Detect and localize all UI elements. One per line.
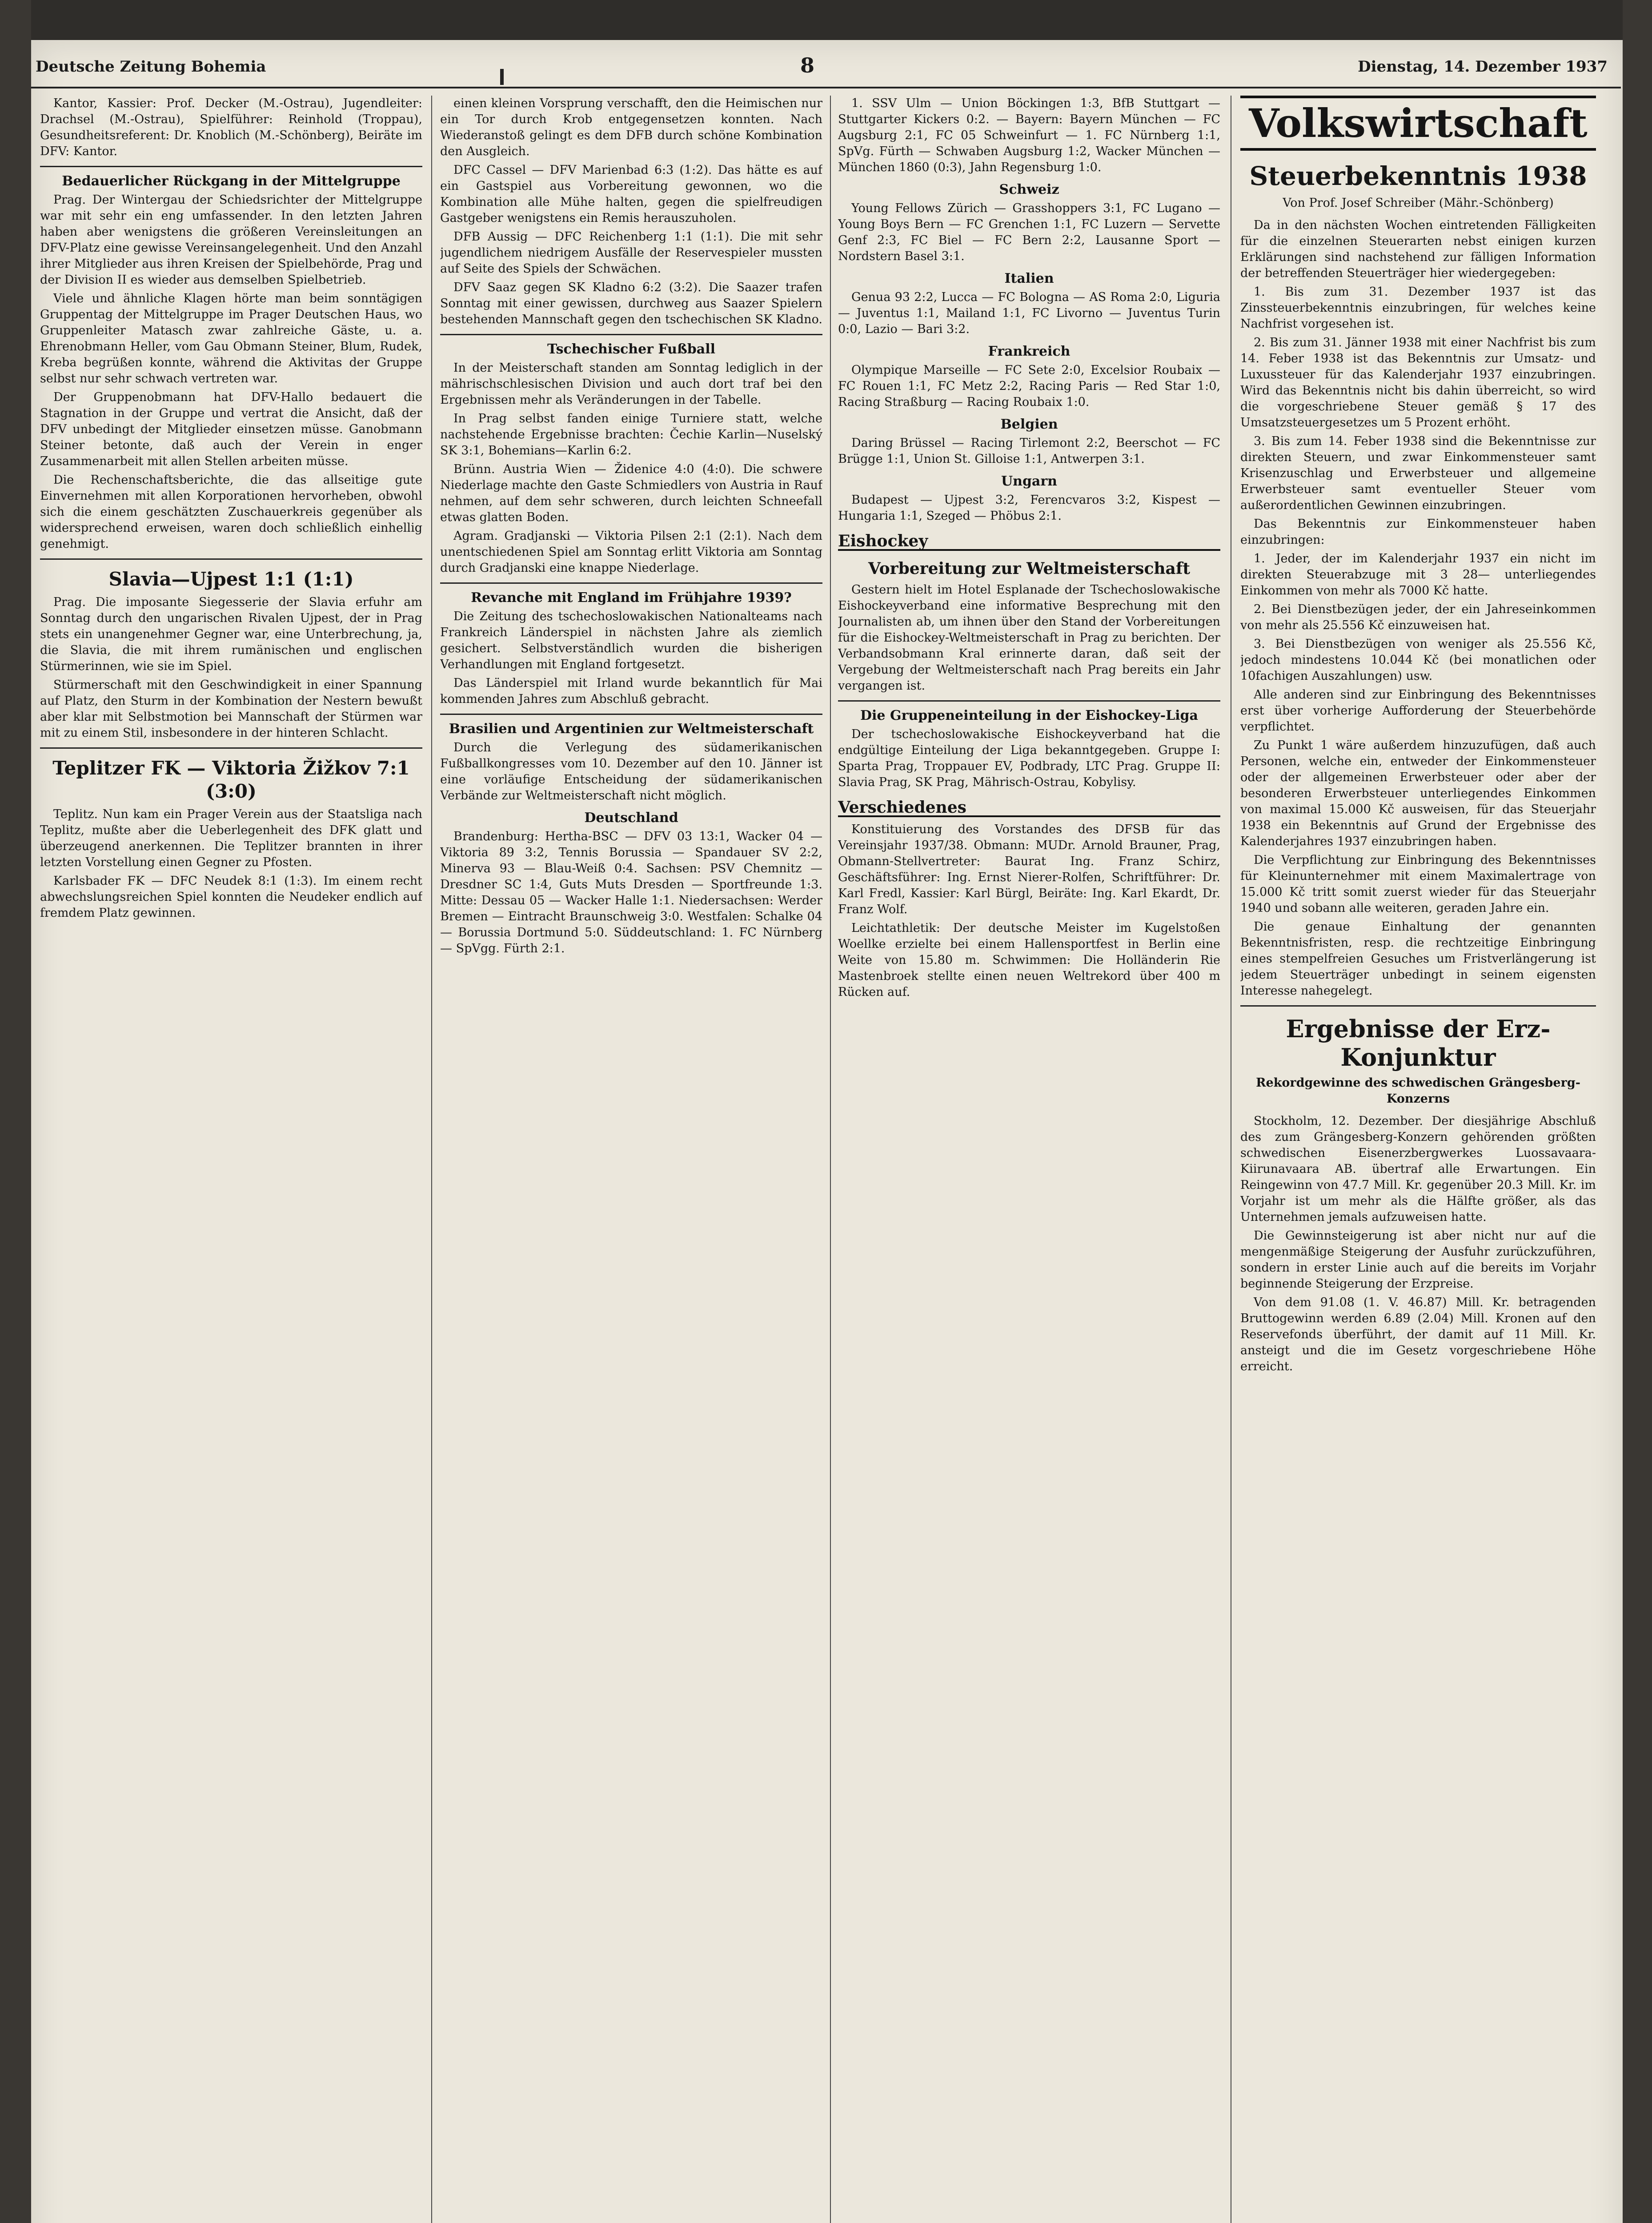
article-paragraph: In der Meisterschaft standen am Sonntag lediglich in der mährischschlesischen Division und auch dort traf bei den Ergebnissen mehr als Veränderungen in der Tabelle. [440, 361, 822, 407]
article-heading: Revanche mit England im Frühjahre 1939? [471, 590, 792, 606]
article-paragraph: DFB Aussig — DFC Reichenberg 1:1 (1:1). Die mit sehr jugendlichem niedrigem Ausfälle der Reservespieler mussten auf Seite des Spiels der Schwächen. [440, 230, 822, 276]
article-paragraph: Das Länderspiel mit Irland wurde bekanntlich für Mai kommenden Jahres zum Abschluß gebracht. [440, 676, 822, 706]
article-paragraph: Die Rechenschaftsberichte, die das allseitige gute Einvernehmen mit allen Korporationen hervorheben, obwohl sich die einem geschätzten Zuschauerkreis gegenüber als widersprechend erweisen, waren doch schließlich einhellig genehmigt. [40, 473, 422, 551]
article-paragraph: Karlsbader FK — DFC Neudek 8:1 (1:3). Im einem recht abwechslungsreichen Spiel konnten die Neudeker endlich auf fremdem Platz gewinnen. [40, 874, 422, 920]
article-paragraph: Olympique Marseille — FC Sete 2:0, Excelsior Roubaix — FC Rouen 1:1, FC Metz 2:2, Racing Paris — Red Star 1:0, Racing Straßburg — Racing Roubaix 1:0. [838, 363, 1220, 409]
article-paragraph: 3. Bis zum 14. Feber 1938 sind die Bekenntnisse zur direkten Steuern, und zwar Einkommensteuer samt Krisenzuschlag und Erwerbsteuer und allgemeine Erwerbsteuer samt eventueller Steuer vom außerordentlichen Gewinnen einzubringen. [1240, 434, 1596, 512]
article-paragraph: Die Verpflichtung zur Einbringung des Bekenntnisses für Kleinunternehmer mit einem Maximalertrage von 15.000 Kč tritt somit zuerst wieder für das Steuerjahr 1940 und sobann alle weiteren, geraden Jahre ein. [1240, 853, 1596, 915]
article-paragraph: Durch die Verlegung des südamerikanischen Fußballkongresses vom 10. Dezember auf den 10. Jänner ist eine vorläufige Entscheidung der südamerikanischen Verbände zur Weltmeisterschaft nicht möglich. [440, 741, 822, 803]
separator [1240, 1005, 1596, 1007]
article-subheading: Rekordgewinne des schwedischen Grängesberg-Konzerns [1256, 1076, 1580, 1106]
article-paragraph: 2. Bei Dienstbezügen jeder, der ein Jahreseinkommen von mehr als 25.556 Kč einzuweisen hat. [1240, 602, 1596, 632]
article-paragraph: In Prag selbst fanden einige Turniere statt, welche nachstehende Ergebnisse brachten: Čechie Karlin—Nuselský SK 3:1, Bohemians—Karlin 6:2. [440, 412, 822, 457]
article-paragraph: Konstituierung des Vorstandes des DFSB für das Vereinsjahr 1937/38. Obmann: MUDr. Arnold Brauner, Prag, Obmann-Stellvertreter: Baurat Ing. Franz Schirz, Geschäftsführer: Ing. Ernst Nierer-Rolfen, Schriftführer: Dr. Karl Fredl, Kassier: Karl Bürgl, Beiräte: Ing. Karl Ekardt, Dr. Franz Wolf. [838, 823, 1220, 916]
column-4 [1240, 96, 1596, 2223]
article-paragraph: Alle anderen sind zur Einbringung des Bekenntnisses erst über vorherige Aufforderung der Steuerbehörde verpflichtet. [1240, 688, 1596, 734]
article-heading: Teplitzer FK — Viktoria Žižkov 7:1 (3:0) [52, 757, 410, 802]
section-masthead: Volkswirtschaft [1240, 96, 1596, 151]
article-paragraph: Stürmerschaft mit den Geschwindigkeit in einer Spannung auf Platz, den Sturm in der Kombination der Nestern bewußt aber klar mit Selbstmotion bei Mannschaft der Stürmen war mit zu einem Stil, insbesondere in der hinteren Schlacht. [40, 678, 422, 740]
article-paragraph: Brandenburg: Hertha-BSC — DFV 03 13:1, Wacker 04 — Viktoria 89 3:2, Tennis Borussia — Spandauer SV 2:2, Minerva 93 — Blau-Weiß 0:4. Sachsen: PSV Chemnitz — Dresdner SC 1:4, Guts Muts Dresden — Sportfreunde 1:3. Mitte: Dessau 05 — Wacker Halle 1:1. Niedersachsen: Werder Bremen — Eintracht Braunschweig 3:0. Westfalen: Schalke 04 — Borussia Dortmund 5:0. Süddeutschland: 1. FC Nürnberg — SpVgg. Fürth 2:1. [440, 830, 822, 955]
article-paragraph: 3. Bei Dienstbezügen von weniger als 25.556 Kč, jedoch mindestens 10.044 Kč (bei monatlichen oder 10fachigen Auszahlungen) usw. [1240, 637, 1596, 683]
article-paragraph: Der Gruppenobmann hat DFV-Hallo bedauert die Stagnation in der Gruppe und vertrat die Ansicht, daß der DFV unbedingt der Mitglieder einsetzen müsse. Ganobmann Steiner betonte, daß auch der Verein in enger Zusammenarbeit mit allen Stellen arbeiten müsse. [40, 390, 422, 468]
article-paragraph: Budapest — Ujpest 3:2, Ferencvaros 3:2, Kispest — Hungaria 1:1, Szeged — Phöbus 2:1. [838, 493, 1220, 523]
article-paragraph: Von dem 91.08 (1. V. 46.87) Mill. Kr. betragenden Bruttogewinn werden 6.89 (2.04) Mill. Kronen auf den Reservefonds überführt, der damit auf 11 Mill. Kr. ansteigt und die im Gesetz vorgeschriebene Höhe erreicht. [1240, 1296, 1596, 1373]
article-paragraph: Die Zeitung des tschechoslowakischen Nationalteams nach Frankreich Länderspiel in nächsten Jahre als ziemlich gesichert. Selbstverständlich wurden die bisherigen Verhandlungen mit England fortgesetzt. [440, 610, 822, 671]
article-paragraph: 1. Bis zum 31. Dezember 1937 ist das Zinssteuerbekenntnis einzubringen, für welches keine Nachfrist vorgesehen ist. [1240, 285, 1596, 331]
article-paragraph: Prag. Der Wintergau der Schiedsrichter der Mittelgruppe war mit sehr ein eng umfassender. In den letzten Jahren haben aber wenigstens die größeren Vereinsleitungen an DFV-Platz eine gewisse Vereinsangelegenheit. Und den Anzahl ihrer Mitglieder aus ihren Kreisen der Spielbehörde, Prag und der Division II es wieder aus demselben Spielbetrieb. [40, 193, 422, 287]
article-heading: Italien [1004, 271, 1054, 286]
section-heading: Eishockey [838, 533, 1220, 551]
article-byline: Von Prof. Josef Schreiber (Mähr.-Schönberg) [1283, 196, 1554, 210]
column-rule-2 [830, 96, 831, 2223]
column-1 [40, 96, 422, 2223]
article-heading: Vorbereitung zur Weltmeisterschaft [868, 559, 1190, 578]
separator [838, 700, 1220, 702]
separator [40, 747, 422, 749]
article-paragraph: 1. Jeder, der im Kalenderjahr 1937 ein nicht im direkten Steuerabzuge mit 3 28— unterliegendes Einkommen von mehr als 7000 Kč hatte. [1240, 552, 1596, 598]
article-paragraph: 2. Bis zum 31. Jänner 1938 mit einer Nachfrist bis zum 14. Feber 1938 ist das Bekenntnis zur Umsatz- und Luxussteuer für das Kalenderjahr 1937 einzubringen. Wird das Bekenntnis nicht bis dahin überreicht, so wird die vorgeschriebene Steuer gemäß § 17 des Umsatzsteuergesetzes um 5 Prozent erhöht. [1240, 336, 1596, 429]
article-headline: Ergebnisse der Erz-Konjunktur [1286, 1015, 1551, 1071]
article-paragraph: Die Gewinnsteigerung ist aber nicht nur auf die mengenmäßige Steigerung der Ausfuhr zurückzuführen, sondern in erster Linie auch auf die bereits im Vorjahr beginnende Steigerung der Erzpreise. [1240, 1229, 1596, 1291]
article-paragraph: DFV Saaz gegen SK Kladno 6:2 (3:2). Die Saazer trafen Sonntag mit einer gewissen, durchweg aus Saazer Spielern bestehenden Mannschaft gegen den tschechischen SK Kladno. [440, 281, 822, 326]
article-paragraph: Leichtathletik: Der deutsche Meister im Kugelstoßen Woellke erzielte bei einem Hallensportfest in Berlin eine Weite von 15.80 m. Schwimmen: Die Holländerin Rie Mastenbroek stellte einen neuen Weltrekord über 400 m Rücken auf. [838, 921, 1220, 999]
scan-border-right [1623, 0, 1652, 2223]
article-paragraph: Stockholm, 12. Dezember. Der diesjährige Abschluß des zum Grängesberg-Konzern gehörenden größten schwedischen Eisenerzbergwerkes Luossavaara-Kiirunavaara AB. übertraf alle Erwartungen. Ein Reingewinn von 47.7 Mill. Kr. gegenüber 20.3 Mill. Kr. im Vorjahr ist um mehr als die Hälfte größer, als das Unternehmen jemals aufzuweisen hatte. [1240, 1114, 1596, 1224]
article-paragraph: Zu Punkt 1 wäre außerdem hinzuzufügen, daß auch Personen, welche ein, entweder der Einkommensteuer oder der allgemeinen Erwerbsteuer oder aber der besonderen Erwerbsteuer unterliegendes Einkommen von maximal 15.000 Kč ausweisen, für das Steuerjahr 1938 ein Bekenntnis auf Grund der Ergebnisse des Kalenderjahres 1937 einzubringen haben. [1240, 738, 1596, 848]
article-heading: Belgien [1000, 417, 1058, 432]
scan-border-top [0, 0, 1652, 40]
article-heading: Die Gruppeneinteilung in der Eishockey-Liga [860, 708, 1198, 723]
separator [40, 558, 422, 560]
club-officials-text: Kantor, Kassier: Prof. Decker (M.-Ostrau), Jugendleiter: Drachsel (M.-Ostrau), Spielführer: Reinhold (Troppau), Gesundheitsreferent: Dr. Knoblich (M.-Schönberg), Beiräte im DFV: Kantor. [40, 96, 422, 158]
newspaper-title: Deutsche Zeitung Bohemia [36, 58, 266, 76]
article-paragraph: Genua 93 2:2, Lucca — FC Bologna — AS Roma 2:0, Liguria — Juventus 1:1, Mailand 1:1, FC Livorno — Juventus Turin 0:0, Lazio — Bari 3:2. [838, 290, 1220, 336]
header-rule [31, 87, 1621, 88]
article-paragraph: DFC Cassel — DFV Marienbad 6:3 (1:2). Das hätte es auf ein Gastspiel aus Vorbereitung gewonnen, wo die Kombination alle Mühe halten, gegen die spielfreudigen Gastgeber wenigstens ein Remis herauszuholen. [440, 163, 822, 225]
page-header [18, 53, 1634, 80]
article-paragraph: Die genaue Einhaltung der genannten Bekenntnisfristen, resp. die rechtzeitige Einbringung eines stempelfreien Gesuches um Fristverlängerung ist jedem Steuerträger unbedingt in seinem eigensten Interesse nahegelegt. [1240, 920, 1596, 998]
article-paragraph: Agram. Gradjanski — Viktoria Pilsen 2:1 (2:1). Nach dem unentschiedenen Spiel am Sonntag erlitt Viktoria am Sonntag durch Gradjanski eine knappe Niederlage. [440, 529, 822, 575]
article-paragraph: Der tschechoslowakische Eishockeyverband hat die endgültige Einteilung der Liga bekanntgegeben. Gruppe I: Sparta Prag, Troppauer EV, Podbrady, LTC Prag. Gruppe II: Slavia Prag, SK Prag, Mährisch-Ostrau, Kobylisy. [838, 727, 1220, 789]
article-paragraph: Prag. Die imposante Siegesserie der Slavia erfuhr am Sonntag durch den ungarischen Rivalen Ujpest, der in Prag stets ein unangenehmer Gegner war, eine Unterbrechung, ja, die Slavia, die mit ihrem rumänischen und englischen Stürmerinnen, wie sie im Spiel. [40, 595, 422, 673]
page-number: 8 [800, 53, 815, 77]
scan-border-left [0, 0, 31, 2223]
article-heading: Tschechischer Fußball [547, 341, 715, 357]
article-headline: Steuerbekenntnis 1938 [1249, 161, 1587, 191]
article-paragraph: Young Fellows Zürich — Grasshoppers 3:1, FC Lugano — Young Boys Bern — FC Grenchen 1:1, FC Luzern — Servette Genf 2:3, FC Biel — FC Bern 2:2, Lausanne Sport — Nordstern Basel 3:1. [838, 201, 1220, 263]
separator [440, 714, 822, 715]
article-paragraph: 1. SSV Ulm — Union Böckingen 1:3, BfB Stuttgart — Stuttgarter Kickers 0:2. — Bayern: Bayern München — FC Augsburg 2:1, FC 05 Schweinfurt — 1. FC Nürnberg 1:1, SpVg. Fürth — Schwaben Augsburg 1:2, Wacker München — München 1860 (0:3), Jahn Regensburg 1:0. [838, 96, 1220, 174]
issue-date: Dienstag, 14. Dezember 1937 [1358, 58, 1608, 76]
article-paragraph: Da in den nächsten Wochen eintretenden Fälligkeiten für die einzelnen Steuerarten nebst einigen kurzen Erklärungen sind nachstehend zur fälligen Information der betreffenden Steuerträger hier wiedergegeben: [1240, 218, 1596, 280]
article-paragraph: Viele und ähnliche Klagen hörte man beim sonntägigen Gruppentag der Mittelgruppe im Prager Deutschen Haus, wo Gruppenleiter Matasch zwar zahlreiche Gäste, u. a. Ehrenobmann Heller, vom Gau Obmann Steiner, Blum, Rudek, Kreba begrüßen konnte, während die Aktivitas der Gruppe selbst nur sehr schwach vertreten war. [40, 292, 422, 385]
column-3 [838, 96, 1220, 2223]
article-paragraph: Teplitz. Nun kam ein Prager Verein aus der Staatsliga nach Teplitz, mußte aber die Ueberlegenheit des DFK glatt und überzeugend anerkennen. Die Teplitzer brannten in ihrer letzten Vorstellung einen Gegner zu Pfosten. [40, 807, 422, 869]
article-paragraph: Gestern hielt im Hotel Esplanade der Tschechoslowakische Eishockeyverband eine informative Besprechung mit den Journalisten ab, um ihnen über den Stand der Vorbereitungen für die Eishockey-Weltmeisterschaft in Prag zu berichten. Der Verbandsobmann Kral erinnerte daran, daß seit der Vergebung der Weltmeisterschaft nach Prag bereits ein Jahr vergangen ist. [838, 583, 1220, 693]
article-heading: Frankreich [988, 344, 1071, 359]
article-heading: Slavia—Ujpest 1:1 (1:1) [108, 568, 354, 590]
article-heading: Bedauerlicher Rückgang in der Mittelgruppe [62, 173, 401, 189]
separator [440, 582, 822, 584]
column-rule-1 [431, 96, 432, 2223]
article-paragraph: Das Bekenntnis zur Einkommensteuer haben einzubringen: [1240, 517, 1596, 547]
separator [40, 166, 422, 167]
column-2 [440, 96, 822, 2223]
article-heading: Brasilien und Argentinien zur Weltmeisterschaft [449, 721, 814, 737]
article-paragraph: Brünn. Austria Wien — Židenice 4:0 (4:0). Die schwere Niederlage machte den Gaste Schmiedlers von Austria in Rauf nehmen, auf dem sehr schweren, durch leichten Schneefall etwas glatten Boden. [440, 462, 822, 524]
separator [440, 334, 822, 335]
article-heading: Deutschland [584, 810, 678, 826]
article-heading: Ungarn [1001, 473, 1057, 489]
section-heading: Verschiedenes [838, 799, 1220, 817]
article-paragraph: Daring Brüssel — Racing Tirlemont 2:2, Beerschot — FC Brügge 1:1, Union St. Gilloise 1:1, Antwerpen 3:1. [838, 436, 1220, 466]
article-heading: Schweiz [999, 182, 1059, 197]
article-paragraph: einen kleinen Vorsprung verschafft, den die Heimischen nur ein Tor durch Krob entgegensetzen konnten. Nach Wiederanstoß gelingt es dem DFB durch schöne Kombination den Ausgleich. [440, 96, 822, 158]
